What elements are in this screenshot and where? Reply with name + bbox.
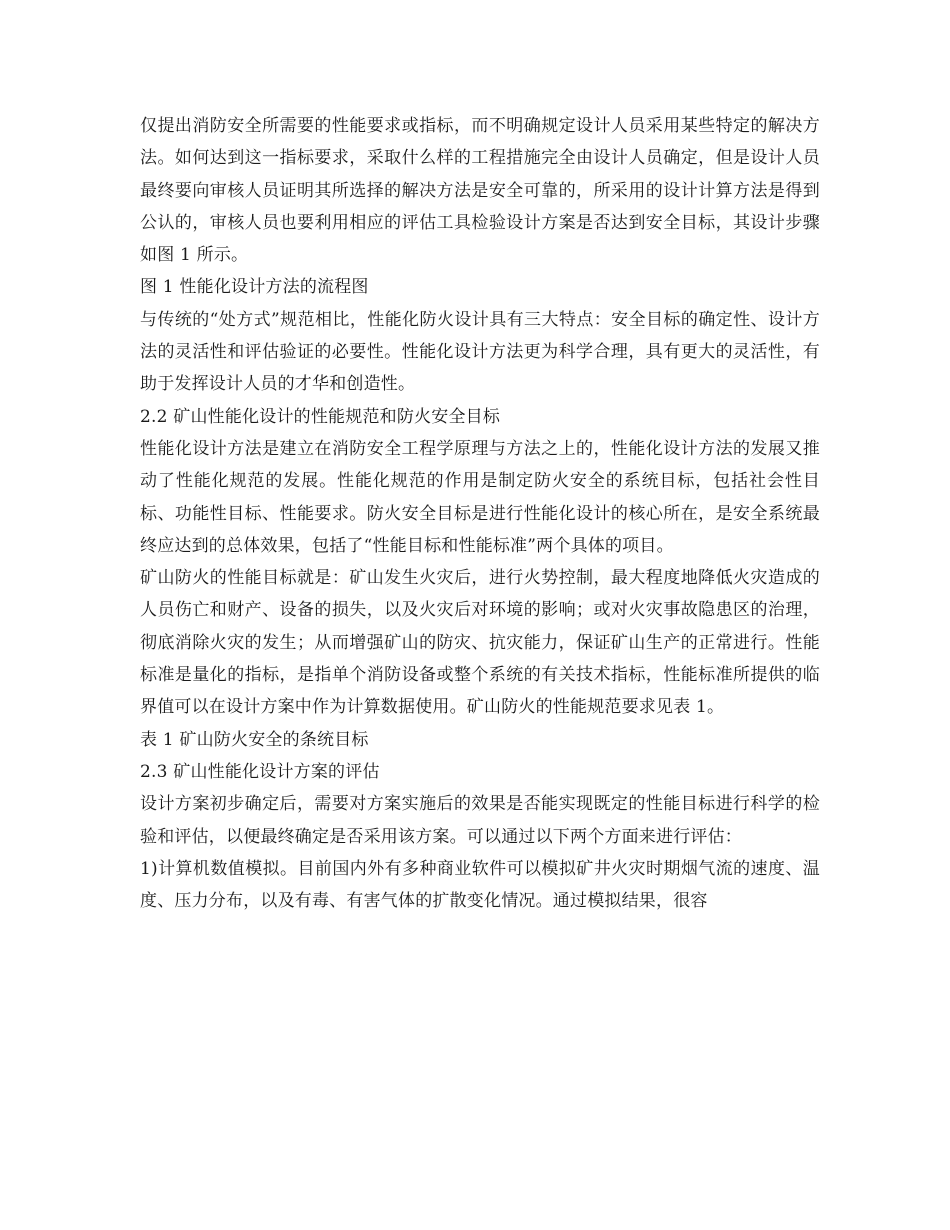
document-body: [140, 110, 820, 917]
paragraph-evaluation: 设计方案初步确定后，需要对方案实施后的效果是否能实现既定的性能目标进行科学的检验和评估，以便最终确定是否采用该方案。可以通过以下两个方面来进行评估：: [140, 794, 820, 847]
section-2-2-heading: 2.2 矿山性能化设计的性能规范和防火安全目标: [140, 406, 501, 427]
table-1-caption: 表 1 矿山防火安全的条统目标: [140, 729, 369, 750]
paragraph-performance-code: 性能化设计方法是建立在消防安全工程学原理与方法之上的，性能化设计方法的发展又推动了性能化规范的发展。性能化规范的作用是制定防火安全的系统目标，包括社会性目标、功能性目标、性能要求。防火安全目标是进行性能化设计的核心所在，是安全系统最终应达到的总体效果，包括了“性能目标和性能标准”两个具体的项目。: [140, 438, 820, 556]
paragraph-three-features: 与传统的“处方式”规范相比，性能化防火设计具有三大特点：安全目标的确定性、设计方法的灵活性和评估验证的必要性。性能化设计方法更为科学合理，具有更大的灵活性，有助于发挥设计人员的才华和创造性。: [140, 309, 820, 395]
paragraph-fire-goals: 矿山防火的性能目标就是：矿山发生火灾后，进行火势控制，最大程度地降低火灾造成的人员伤亡和财产、设备的损失，以及火灾后对环境的影响；或对火灾事故隐患区的治理，彻底消除火灾的发生；从而增强矿山的防灾、抗灾能力，保证矿山生产的正常进行。性能标准是量化的指标，是指单个消防设备或整个系统的有关技术指标，性能标准所提供的临界值可以在设计方案中作为计算数据使用。矿山防火的性能规范要求见表 1。: [140, 568, 820, 718]
figure-1-caption: 图 1 性能化设计方法的流程图: [140, 277, 369, 298]
section-2-3-heading: 2.3 矿山性能化设计方案的评估: [140, 761, 380, 782]
paragraph-design-method: 仅提出消防安全所需要的性能要求或指标，而不明确规定设计人员采用某些特定的解决方法。如何达到这一指标要求，采取什么样的工程措施完全由设计人员确定，但是设计人员最终要向审核人员证明其所选择的解决方法是安全可靠的，所采用的设计计算方法是得到公认的，审核人员也要利用相应的评估工具检验设计方案是否达到安全目标，其设计步骤如图 1 所示。: [140, 116, 820, 266]
paragraph-numerical-simulation: 1)计算机数值模拟。目前国内外有多种商业软件可以模拟矿井火灾时期烟气流的速度、温度、压力分布，以及有毒、有害气体的扩散变化情况。通过模拟结果，很容: [140, 858, 820, 912]
